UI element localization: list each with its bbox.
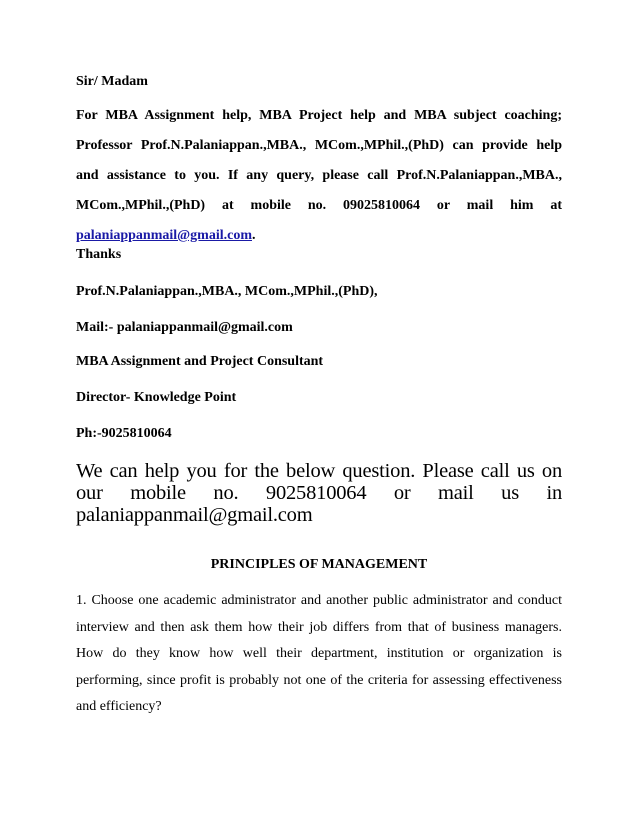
intro-paragraph [76, 101, 562, 251]
intro-text: For MBA Assignment help, MBA Project help and MBA subject coaching; Professor Prof.N.Palaniappan.,MBA., MCom.,MPhil.,(PhD) can provide help and assistance to you. If any query, please call Prof.N.Palaniappan.,MBA., MCom.,MPhil.,(PhD) at mobile no. 09025810064 or mail him at [76, 108, 562, 213]
signature-name: Prof.N.Palaniappan.,MBA., MCom.,MPhil.,(PhD), [76, 284, 378, 299]
email-link[interactable]: palaniappanmail@gmail.com [76, 228, 252, 243]
signature-director: Director- Knowledge Point [76, 390, 237, 405]
intro-end: . [252, 228, 256, 243]
section-heading: PRINCIPLES OF MANAGEMENT [210, 557, 428, 572]
signature-phone: Ph:-9025810064 [76, 426, 172, 441]
signature-mail: Mail:- palaniappanmail@gmail.com [76, 320, 293, 335]
salutation: Sir/ Madam [76, 74, 148, 89]
thanks-text: Thanks [76, 247, 122, 262]
question-text: 1. Choose one academic administrator and another public administrator and conduct interview and then ask them how their job differs from that of business managers. How do they know how well their department, institution or organization is performing, since profit is probably not one of the criteria for assessing effectiveness and efficiency? [76, 593, 562, 714]
signature-role: MBA Assignment and Project Consultant [76, 354, 324, 369]
help-notice: We can help you for the below question. Please call us on our mobile no. 9025810064 or mail us in palaniappanmail@gmail.com [76, 460, 562, 526]
